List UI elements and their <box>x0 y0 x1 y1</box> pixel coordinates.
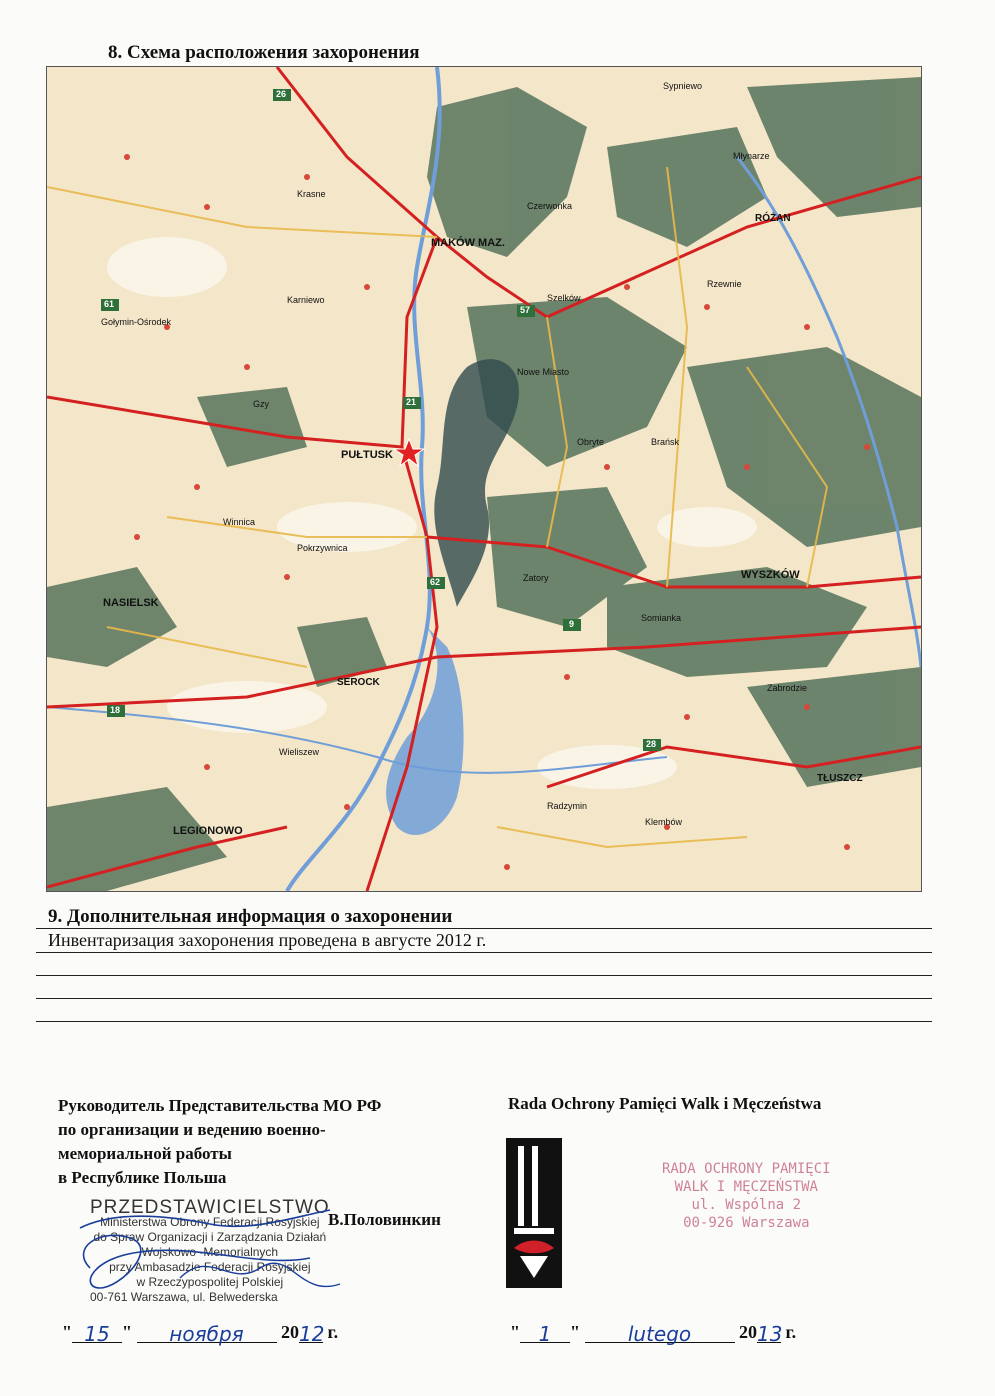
stamp-line: RADA OCHRONY PAMIĘCI <box>662 1161 831 1177</box>
form-line <box>36 952 932 953</box>
map-town-label: Zatory <box>523 573 549 583</box>
council-stamp <box>662 1160 831 1232</box>
section-8-title: 8. Схема расположения захоронения <box>108 42 420 63</box>
map-town-label: Rzewnie <box>707 279 742 289</box>
handwritten-signature <box>60 1188 360 1318</box>
section-9-title: 9. Дополнительная информация о захоронении <box>48 906 453 927</box>
map-town-label: Młynarze <box>733 151 770 161</box>
date-month: lutego <box>585 1322 735 1343</box>
map-town-label: Klembów <box>645 817 683 827</box>
map-city-label: NASIELSK <box>103 597 159 609</box>
signatory-title-line: мемориальной работы <box>58 1144 232 1163</box>
stamp-title: PRZEDSTAWICIELSTWO <box>90 1197 330 1218</box>
map-road-number: 9 <box>569 619 575 629</box>
map-road-number: 18 <box>110 705 121 715</box>
signatory-title-line: по организации и ведению военно- <box>58 1120 326 1139</box>
map-city-label: WYSZKÓW <box>741 569 800 581</box>
map-city-label: MAKÓW MAZ. <box>431 237 505 249</box>
stamp-line: w Rzeczypospolitej Polskiej <box>136 1275 284 1289</box>
map-town-label: Winnica <box>223 517 256 527</box>
form-line <box>36 998 932 999</box>
map-town-label: Somianka <box>641 613 682 623</box>
map-town-label: Brańsk <box>651 437 680 447</box>
stamp-line: do Spraw Organizacji i Zarządzania Działań <box>93 1230 327 1244</box>
map-road-number: 21 <box>406 397 417 407</box>
map-town-label: Gzy <box>253 399 270 409</box>
left-date: " 15 " ноября 2012 г. <box>62 1322 339 1346</box>
burial-location-map <box>46 66 922 892</box>
map-road-number: 62 <box>430 577 441 587</box>
map-town-label: Obryte <box>577 437 605 447</box>
map-town-label: Krasne <box>297 189 326 199</box>
map-road-number: 57 <box>520 305 531 315</box>
date-year-suffix: 12 <box>299 1322 325 1346</box>
map-city-label: SEROCK <box>337 677 380 688</box>
map-city-label: PUŁTUSK <box>341 449 393 461</box>
map-town-label: Gołymin-Ośrodek <box>101 317 172 327</box>
right-organization-name: Rada Ochrony Pamięci Walk i Męczeństwa <box>508 1094 822 1113</box>
date-suffix: г. <box>785 1322 797 1342</box>
map-town-label: Czerwonka <box>527 201 573 211</box>
map-town-label: Karniewo <box>287 295 325 305</box>
date-day: 1 <box>520 1322 570 1343</box>
date-year-suffix: 13 <box>757 1322 783 1346</box>
map-town-label: Wieliszew <box>279 747 320 757</box>
map-town-label: Pokrzywnica <box>297 543 348 553</box>
council-logo-icon <box>506 1138 562 1288</box>
map-town-label: Szelków <box>547 293 581 303</box>
map-town-label: Nowe Miasto <box>517 367 570 377</box>
map-road-number: 28 <box>646 739 657 749</box>
left-signatory-title <box>58 1094 381 1190</box>
map-town-label: Radzymin <box>547 801 588 811</box>
additional-info-text: Инвентаризация захоронения проведена в августе 2012 г. <box>48 930 487 950</box>
map-road-number: 26 <box>276 89 287 99</box>
stamp-line: ul. Wspólna 2 <box>691 1197 802 1213</box>
date-month: ноября <box>137 1322 277 1343</box>
stamp-line: WALK I MĘCZEŃSTWA <box>674 1179 818 1195</box>
map-city-label: TŁUSZCZ <box>817 773 863 784</box>
form-line <box>36 1021 932 1022</box>
stamp-line: Wojskowo -Memorialnych <box>141 1245 279 1259</box>
form-line <box>36 975 932 976</box>
left-signer-name: В.Половинкин <box>328 1210 441 1229</box>
right-date: " 1 " lutego 2013 г. <box>510 1322 797 1346</box>
date-year-prefix: 20 <box>281 1322 299 1342</box>
date-suffix: г. <box>327 1322 339 1342</box>
map-town-label: Zabrodzie <box>767 683 808 693</box>
map-city-label: RÓŻAN <box>755 213 791 224</box>
map-city-label: LEGIONOWO <box>173 825 243 837</box>
date-day: 15 <box>72 1322 122 1343</box>
map-road-number: 61 <box>104 299 115 309</box>
stamp-line: przy Ambasadzie Federacji Rosyjskiej <box>109 1260 311 1274</box>
form-line <box>36 928 932 929</box>
signatory-title-line: в Республике Польша <box>58 1168 227 1187</box>
map-town-label: Sypniewo <box>663 81 703 91</box>
map-graphic <box>47 67 921 891</box>
stamp-address: 00-761 Warszawa, ul. Belwederska <box>90 1290 278 1304</box>
date-year-prefix: 20 <box>739 1322 757 1342</box>
signatory-title-line: Руководитель Представительства МО РФ <box>58 1096 382 1115</box>
stamp-line: 00-926 Warszawa <box>683 1215 810 1231</box>
stamp-line: Ministerstwa Obrony Federacji Rosyjskiej <box>100 1215 320 1229</box>
